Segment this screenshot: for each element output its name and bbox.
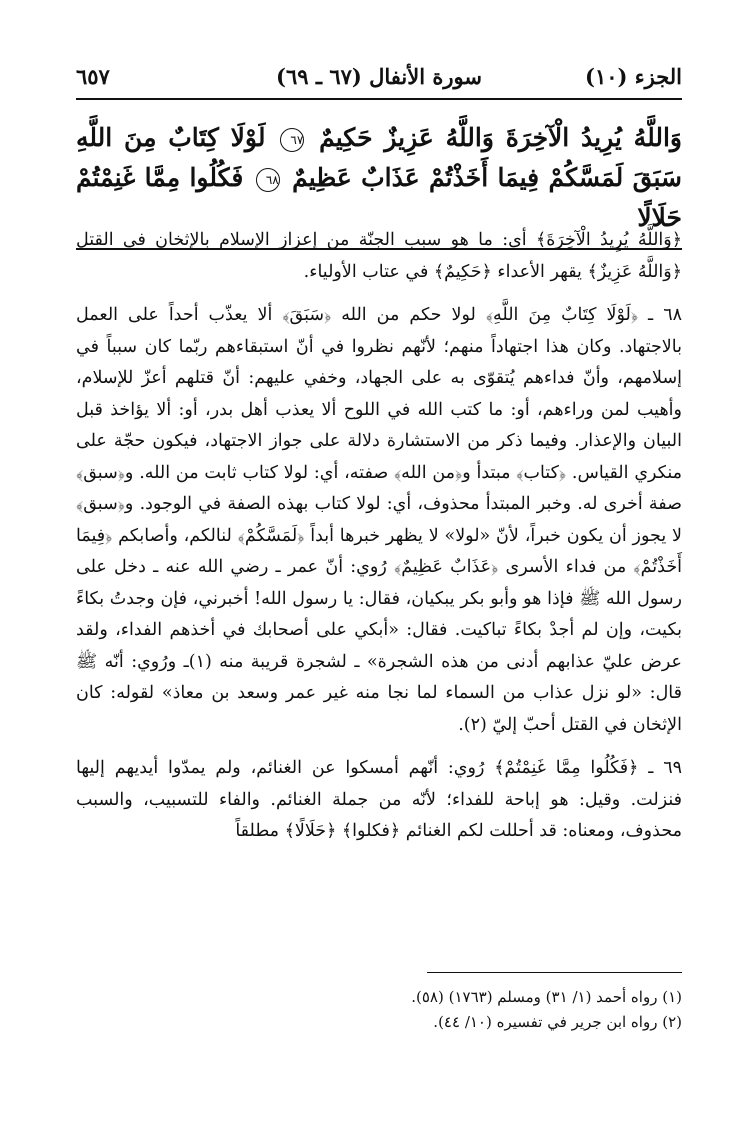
verse-68: لَوْلَا كِتَابٌ مِنَ اللَّهِ سَبَقَ لَمَسَّكُمْ فِيمَا أَخَذْتُمْ عَذَابٌ عَظِيمٌ <box>76 123 682 192</box>
commentary-paragraph-1: ﴿وَاللَّهُ يُرِيدُ الْآخِرَةَ﴾ أي: ما هو سبب الجنّة من إعزاز الإسلام بالإثخان في القتل ﴿وَاللَّهُ عَزِيزٌ﴾ يقهر الأعداء ﴿حَكِيمٌ﴾ في عتاب الأولياء. <box>76 230 682 282</box>
page-number: ٦٥٧ <box>76 64 110 89</box>
verse-number-67: ٦٧ <box>280 128 304 152</box>
verse-number-68: ٦٨ <box>256 168 280 192</box>
footnotes <box>76 985 682 1035</box>
footnote-divider <box>427 972 682 973</box>
footnote-1: (١) رواه أحمد (١/ ٣١) ومسلم (١٧٦٣) (٥٨). <box>411 988 682 1006</box>
commentary-paragraph-2: ٦٨ ـ ﴿لَوْلَا كِتَابٌ مِنَ اللَّهِ﴾ لولا حكم من الله ﴿سَبَقَ﴾ ألا يعذّب أحداً على العمل بالاجتهاد. وكان هذا اجتهاداً منهم؛ لأنّهم نظروا في أنّ استبقاءهم ربّما كان سبباً في إسلامهم، وأنّ فداءهم يُتقوّى به على الجهاد، وخفي عليهم: أنّ قتلهم أعزّ للإسلام، وأهيب لمن وراءهم، أو: ما كتب الله في اللوح ألا يعذب أهل بدر، أو: ألا يؤاخذ قبل البيان والإعذار. وفيما ذكر من الاستشارة دلالة على جواز الاجتهاد، فيكون حجّة على منكري القياس. ﴿كتاب﴾ مبتدأ و﴿من الله﴾ صفته، أي: لولا كتاب ثابت من الله. و﴿سبق﴾ صفة أخرى له. وخبر المبتدأ محذوف، أي: لولا كتاب بهذه الصفة في الوجود. و﴿سبق﴾ لا يجوز أن يكون خبراً، لأنّ «لولا» لا يظهر خبرها أبداً ﴿لَمَسَّكُمْ﴾ لنالكم، وأصابكم ﴿فِيمَا أَخَذْتُمْ﴾ من فداء الأسرى ﴿عَذَابٌ عَظِيمٌ﴾ رُوي: أنّ عمر ـ رضي الله عنه ـ دخل على رسول الله ﷺ فإذا هو وأبو بكر يبكيان، فقال: يا رسول الله! أخبرني، فإن وجدتُ بكاءً بكيت، وإن لم أجدْ بكاءً تباكيت. فقال: «أبكي على أصحابك في أخذهم الفداء، ولقد عرض عليّ عذابهم أدنى من هذه الشجرة» ـ لشجرة قريبة منه (١)ـ ورُوي: أنّه ﷺ قال: «لو نزل عذاب من السماء لما نجا منه غير عمر وسعد بن معاذ» لقوله: كان الإثخان في القتل أحبّ إليّ (٢). <box>76 305 682 735</box>
verse-67-end: وَاللَّهُ يُرِيدُ الْآخِرَةَ وَاللَّهُ عَزِيزٌ حَكِيمٌ <box>319 123 682 152</box>
page-header <box>76 58 682 100</box>
surah-title: سورة الأنفال (٦٧ ـ ٦٩) <box>276 64 482 89</box>
commentary-paragraph-3: ٦٩ ـ ﴿فَكُلُوا مِمَّا غَنِمْتُمْ﴾ رُوي: أنّهم أمسكوا عن الغنائم، ولم يمدّوا أيديهم إليها فنزلت. وقيل: هو إباحة للفداء؛ لأنّه من جملة الغنائم. والفاء للتسبيب، والسبب محذوف، ومعناه: قد أحللت لكم الغنائم ﴿فكلوا﴾ ﴿حَلَالًا﴾ مطلقاً <box>76 758 682 841</box>
juz-label: الجزء (١٠) <box>585 64 682 89</box>
verse-69-start: فَكُلُوا مِمَّا غَنِمْتُمْ حَلَالًا <box>76 163 682 232</box>
tafsir-commentary <box>76 225 682 860</box>
footnote-2: (٢) رواه ابن جرير في تفسيره (١٠/ ٤٤). <box>433 1013 682 1031</box>
